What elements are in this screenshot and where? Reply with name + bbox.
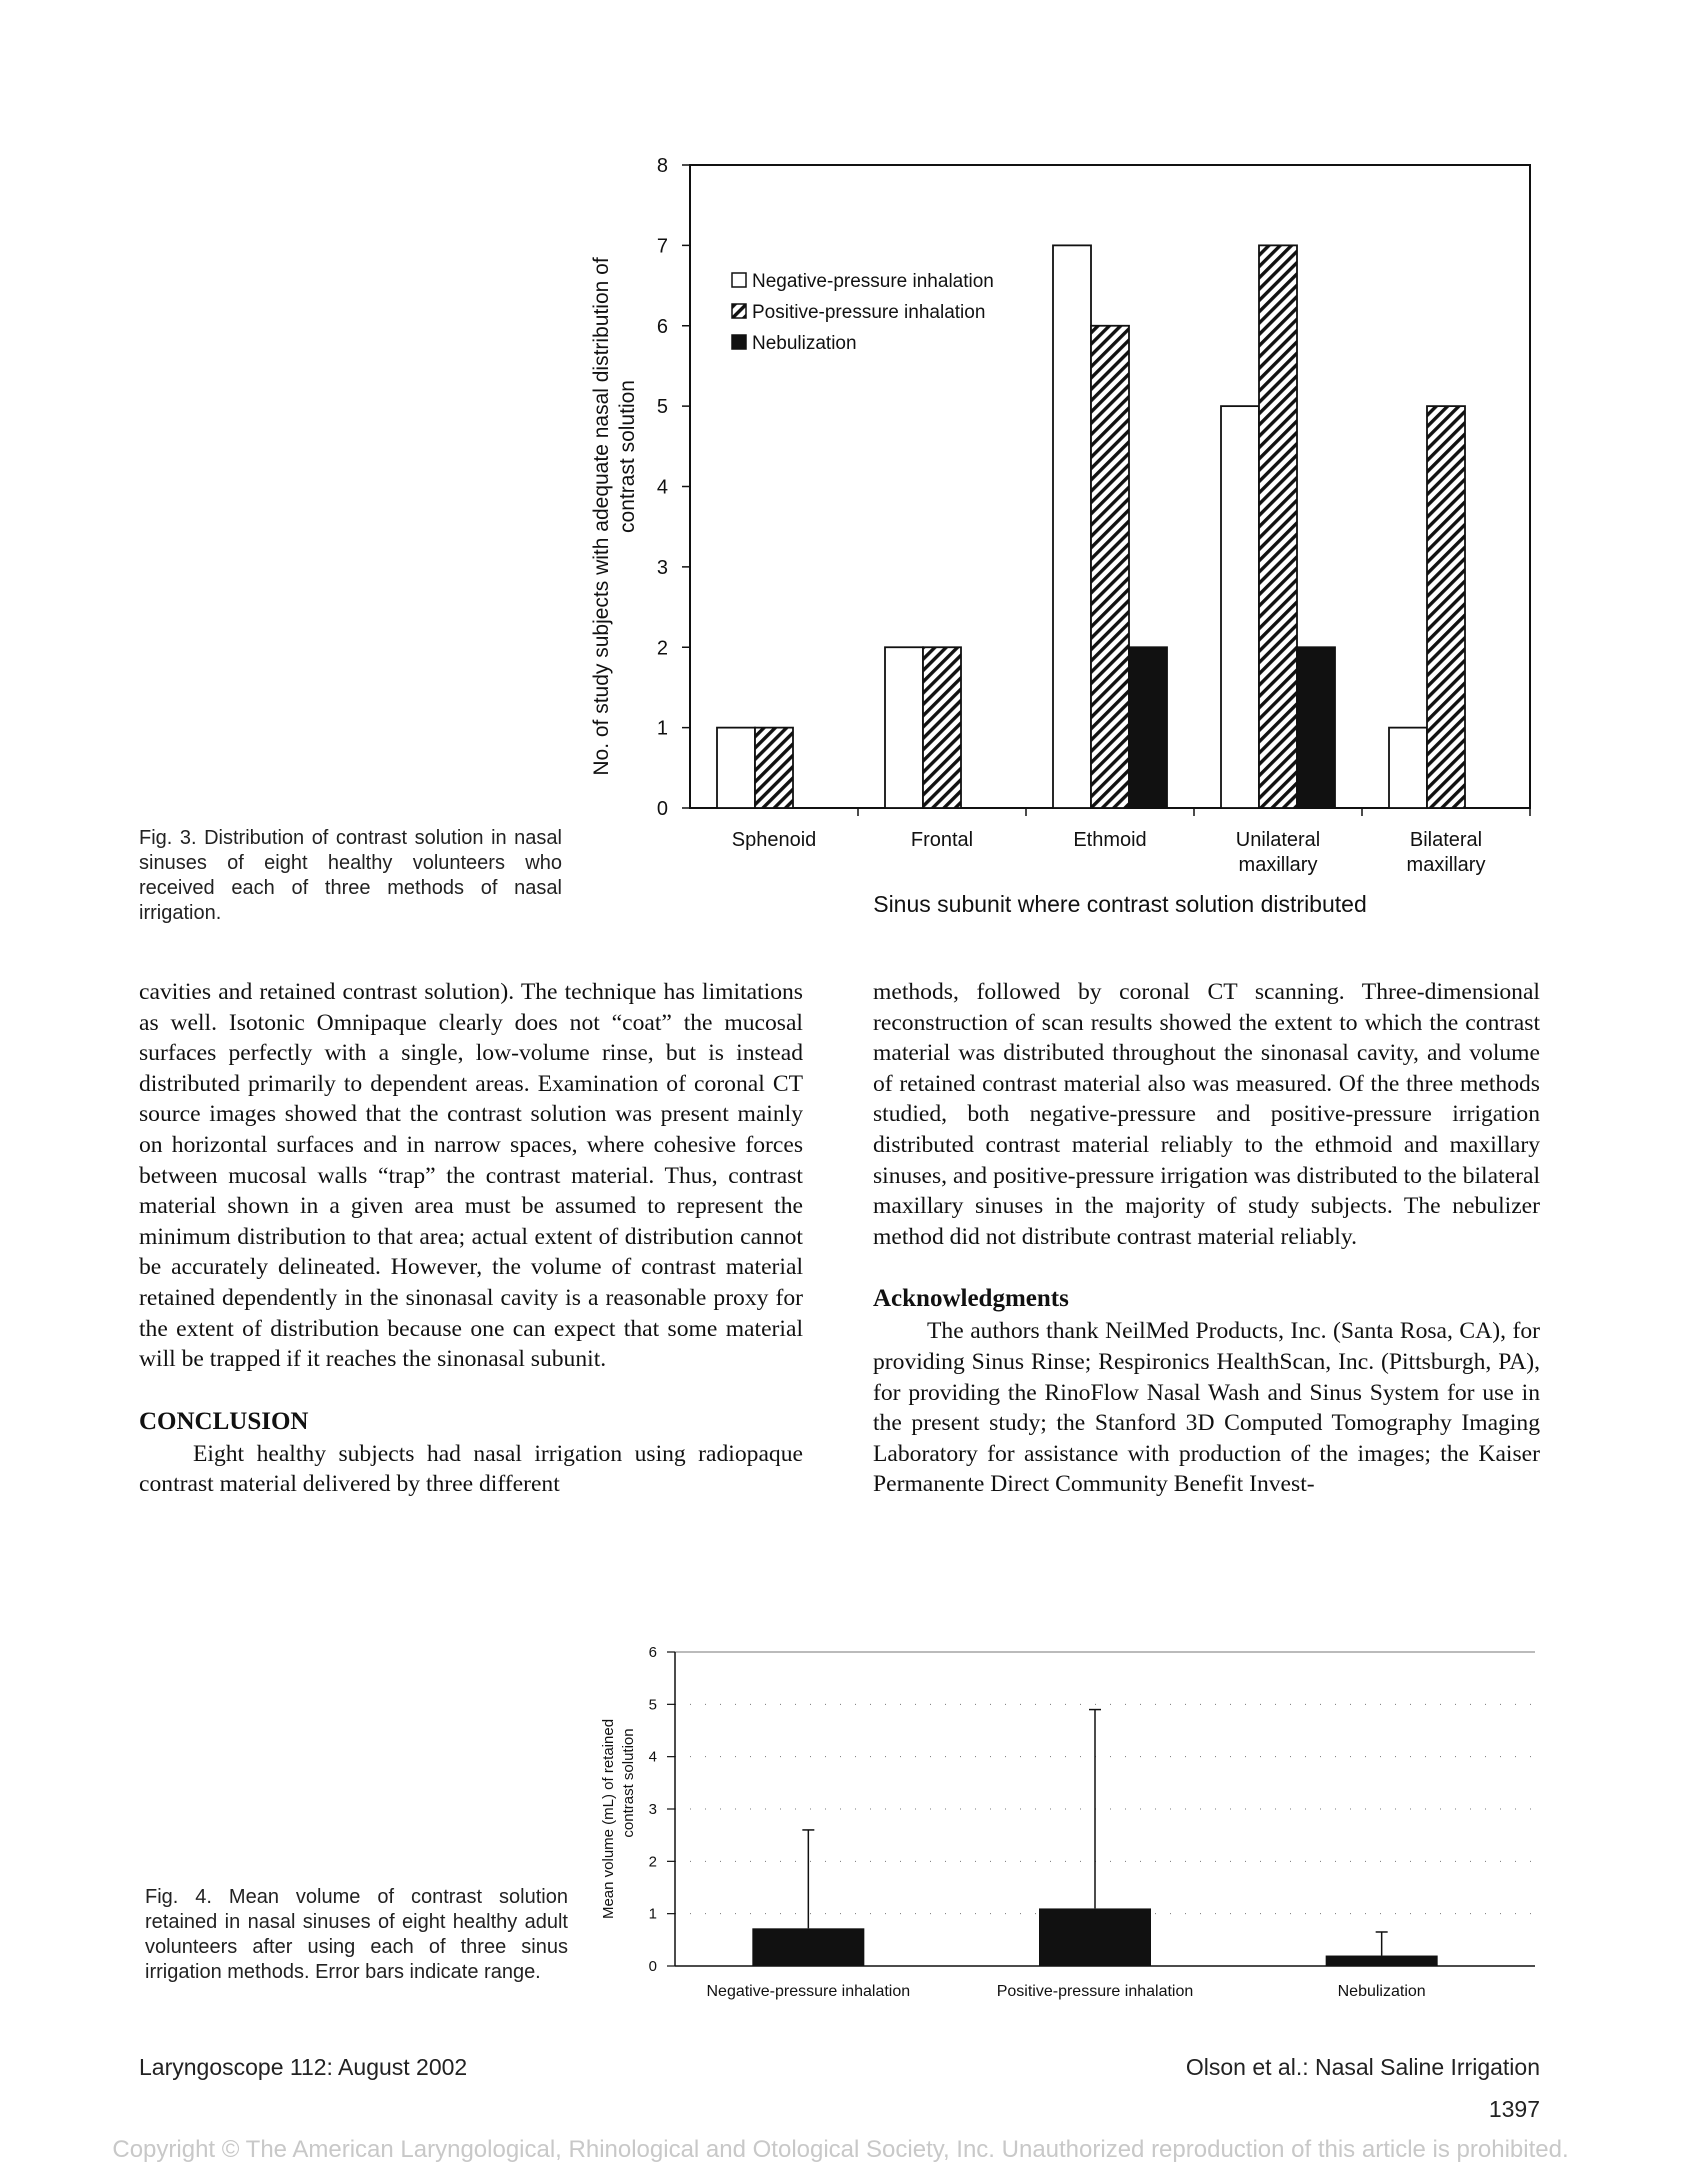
fig4-y-tick-label: 3 — [648, 1801, 657, 1818]
fig3-bar-hatched — [923, 647, 961, 808]
left-paragraph-2: Eight healthy subjects had nasal irrigation using radiopaque contrast material delivered by three different — [139, 1440, 803, 1498]
fig4-caption: Fig. 4. Mean volume of contrast solution retained in nasal sinuses of eight healthy adult volunteers after using each of three sinus irrigation methods. Error bars indicate range. — [145, 1886, 568, 1983]
fig3-legend-label: Negative-pressure inhalation — [752, 271, 994, 292]
fig3-legend-swatch — [732, 304, 746, 318]
fig4-y-tick-label: 1 — [648, 1905, 657, 1923]
fig3-caption: Fig. 3. Distribution of contrast solution in nasal sinuses of eight healthy volunteers who received each of three methods of nasal irrigation. — [139, 827, 562, 924]
right-paragraph-1: methods, followed by coronal CT scanning. Three-dimensional reconstruction of scan results showed the extent to which the contrast material was distributed throughout the sinonasal cavity, and volume of retained contrast material also was measured. Of the three methods studied, both negative-pressure and positive-pressure irrigation distributed contrast material reliably to the ethmoid and maxillary sinuses, and positive-pressure irrigation was distributed to the bilateral maxillary sinuses in the majority of study subjects. The nebulizer method did not distribute contrast material reliably. — [873, 979, 1540, 1250]
fig3-legend-label: Nebulization — [752, 333, 857, 354]
acknowledgments-heading: Acknowledgments — [873, 1285, 1069, 1313]
conclusion-heading: CONCLUSION — [139, 1407, 309, 1435]
fig4-y-tick-label: 6 — [648, 1644, 657, 1661]
fig4-bar — [1326, 1956, 1438, 1966]
fig3-y-tick-label: 1 — [656, 717, 668, 740]
fig3-category-label: Sphenoid — [731, 829, 817, 851]
fig3-legend-swatch — [732, 335, 746, 349]
fig3-y-tick-label: 2 — [656, 637, 668, 660]
fig4-y-axis-title-line2: contrast solution — [620, 1728, 637, 1838]
fig3-category-label: Frontal — [910, 829, 974, 851]
right-paragraph-2: The authors thank NeilMed Products, Inc. (Santa Rosa, CA), for providing Sinus Rinse; Respironics HealthScan, Inc. (Pittsburgh, PA), for providing the RinoFlow Nasal Wash and Sinus System for use in the present study; the Stanford 3D Computed Tomography Imaging Laboratory for assistance with production of the images; the Kaiser Permanente Direct Community Benefit Invest- — [873, 1318, 1540, 1498]
fig3-y-tick-label: 7 — [656, 235, 668, 258]
fig3-bar-white — [885, 647, 923, 808]
fig4-category-label: Negative-pressure inhalation — [706, 1983, 911, 2000]
fig3-y-axis-title-line1: No. of study subjects with adequate nasal distribution of — [590, 257, 613, 776]
fig3-y-axis-title-line2: contrast solution — [616, 380, 639, 533]
fig4-bar — [1039, 1908, 1151, 1966]
page-number: 1397 — [1488, 2096, 1540, 2122]
fig3-category-label: Ethmoid — [1073, 829, 1147, 851]
fig3-legend — [732, 271, 994, 354]
fig3-bar-black — [1129, 647, 1167, 808]
fig3-bar-white — [1389, 728, 1427, 808]
fig4-y-tick-label: 4 — [648, 1748, 657, 1766]
fig3-bar-white — [717, 728, 755, 808]
fig4-y-tick-label: 0 — [648, 1958, 657, 1975]
fig3-bar-hatched — [755, 728, 793, 808]
fig3-bar-white — [1053, 245, 1091, 808]
fig3-y-tick-label: 4 — [656, 476, 668, 499]
left-paragraph-1: cavities and retained contrast solution). The technique has limitations as well. Isotonic Omnipaque clearly does not “coat” the mucosal surfaces perfectly with a single, low-volume rinse, but is instead distributed primarily to dependent areas. Examination of coronal CT source images showed that the contrast solution was present mainly on horizontal surfaces and in narrow spaces, where cohesive forces between mucosal walls “trap” the contrast material. Thus, contrast material shown in a given area must be assumed to represent the minimum distribution to that area; actual extent of distribution cannot be accurately delineated. However, the volume of contrast material retained dependently in the sinonasal cavity is a reasonable proxy for the extent of distribution because one can expect that some material will be trapped if it reaches the sinonasal subunit. — [139, 979, 803, 1373]
fig3-bar-black — [1297, 647, 1335, 808]
journal-citation: Laryngoscope 112: August 2002 — [139, 2054, 468, 2080]
fig4-y-tick-label: 2 — [648, 1853, 657, 1871]
running-title: Olson et al.: Nasal Saline Irrigation — [1185, 2054, 1540, 2080]
fig3-y-tick-label: 3 — [656, 556, 668, 579]
right-text-column — [873, 977, 1540, 1500]
fig3-bar-white — [1221, 406, 1259, 808]
fig3-bar-hatched — [1259, 245, 1297, 808]
fig3-bar-hatched — [1091, 326, 1129, 808]
fig3-legend-swatch — [732, 273, 746, 287]
fig3-y-tick-label: 6 — [656, 315, 668, 338]
fig3-bar-hatched — [1427, 406, 1465, 808]
fig4-category-label: Positive-pressure inhalation — [996, 1983, 1194, 2000]
fig3-y-tick-label: 0 — [656, 798, 668, 820]
fig3-category-label: Unilateral maxillary — [1235, 829, 1321, 876]
fig3-y-tick-label: 5 — [656, 396, 668, 419]
fig4-chart — [595, 1630, 1545, 2010]
fig4-y-tick-label: 5 — [648, 1696, 657, 1714]
fig3-chart — [580, 140, 1540, 930]
fig3-y-tick-label: 8 — [656, 155, 668, 177]
left-text-column — [139, 977, 803, 1500]
fig4-y-axis-title-line1: Mean volume (mL) of retained — [600, 1718, 617, 1920]
fig3-category-label: Bilateral maxillary — [1406, 829, 1486, 876]
copyright-notice: Copyright © The American Laryngological, Rhinological and Otological Society, Inc. Unauthorized reproduction of this article is prohibited. — [112, 2136, 1569, 2163]
fig3-x-axis-title: Sinus subunit where contrast solution distributed — [873, 891, 1367, 917]
fig4-bar — [752, 1928, 864, 1966]
fig3-legend-label: Positive-pressure inhalation — [752, 302, 986, 323]
fig4-category-label: Nebulization — [1337, 1983, 1426, 2000]
